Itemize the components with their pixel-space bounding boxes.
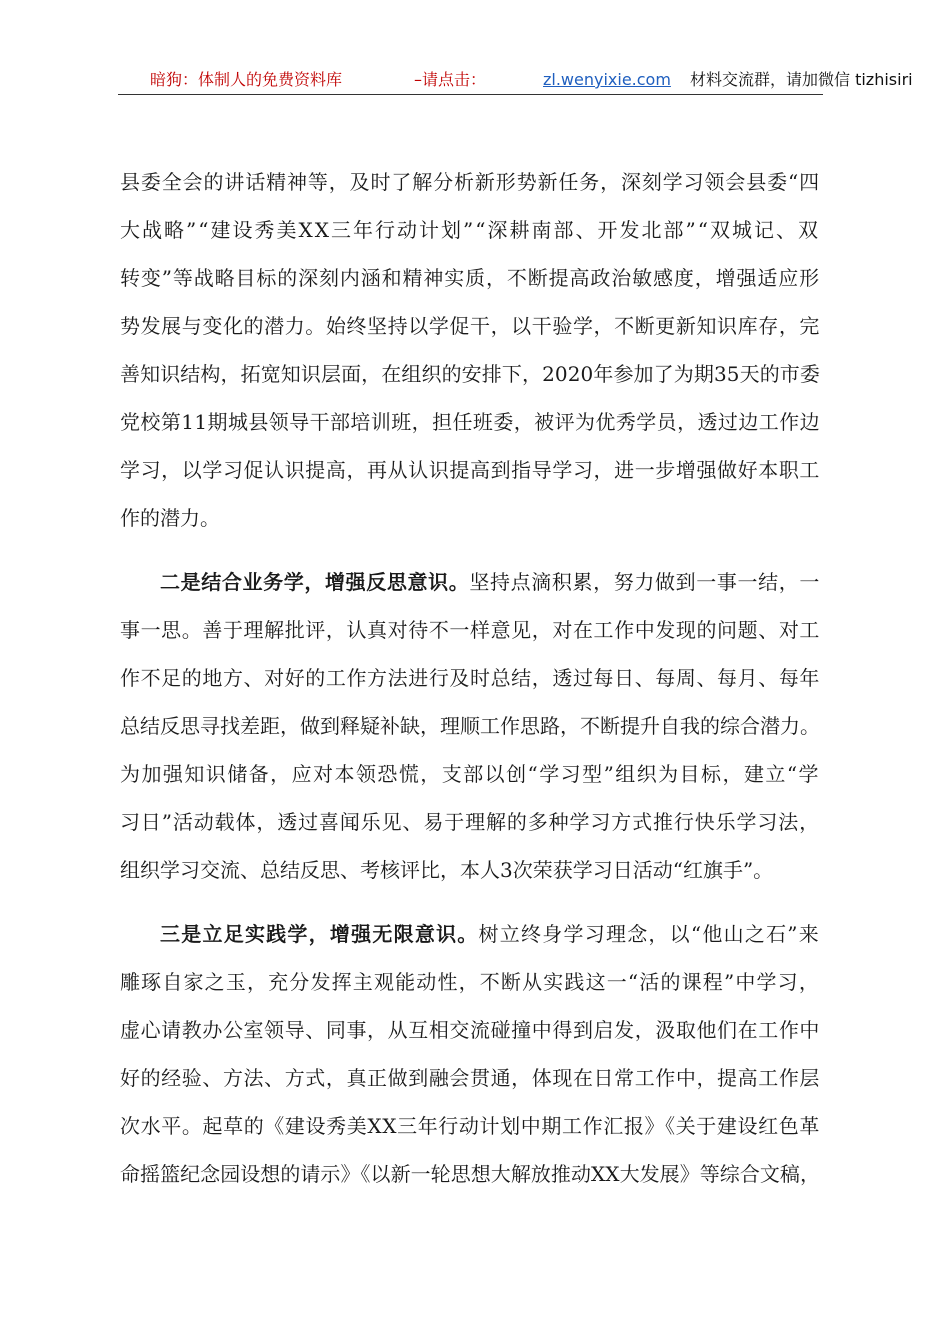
paragraph-first-line: [160, 567, 820, 597]
text-segment: 坚持点滴积累，努力做到一事一结，一: [469, 570, 820, 594]
text-line: 大战略”“建设秀美XX三年行动计划”“深耕南部、开发北部”“双城记、双: [120, 218, 820, 242]
text-line: 作不足的地方、对好的工作方法进行及时总结，透过每日、每周、每月、每年: [120, 666, 820, 690]
text-line: 雕琢自家之玉，充分发挥主观能动性，不断从实践这一“活的课程”中学习，: [120, 970, 820, 994]
text-line: 习日”活动载体，透过喜闻乐见、易于理解的多种学习方式推行快乐学习法，: [120, 810, 820, 834]
text-line: 事一思。善于理解批评，认真对待不一样意见，对在工作中发现的问题、对工: [120, 618, 820, 642]
header-brand: 暗狗：体制人的免费资料库: [150, 70, 343, 89]
text-line: 作的潜力。: [120, 506, 220, 530]
text-line: 组织学习交流、总结反思、考核评比，本人3次荣获学习日活动“红旗手”。: [120, 858, 774, 882]
text-line: 善知识结构，拓宽知识层面，在组织的安排下，2020年参加了为期35天的市委: [120, 362, 820, 386]
text-line: 为加强知识储备，应对本领恐慌，支部以创“学习型”组织为目标，建立“学: [120, 762, 820, 786]
text-line: 虚心请教办公室领导、同事，从互相交流碰撞中得到启发，汲取他们在工作中: [120, 1018, 820, 1042]
text-line: 势发展与变化的潜力。始终坚持以学促干，以干验学，不断更新知识库存，完: [120, 314, 820, 338]
paragraph-first-line: [160, 919, 820, 949]
section-heading: 三是立足实践学，增强无限意识。: [160, 922, 479, 946]
text-line: 党校第11期城县领导干部培训班，担任班委，被评为优秀学员，透过边工作边: [120, 410, 820, 434]
text-line: 转变”等战略目标的深刻内涵和精神实质，不断提高政治敏感度，增强适应形: [120, 266, 820, 290]
section-heading: 二是结合业务学，增强反思意识。: [160, 570, 470, 594]
text-segment: 树立终身学习理念，以“他山之石”来: [478, 922, 820, 946]
text-line: 县委全会的讲话精神等，及时了解分析新形势新任务，深刻学习领会县委“四: [120, 170, 820, 194]
text-line: 总结反思寻找差距，做到释疑补缺，理顺工作思路，不断提升自我的综合潜力。: [120, 714, 820, 738]
text-line: 好的经验、方法、方式，真正做到融会贯通，体现在日常工作中，提高工作层: [120, 1066, 820, 1090]
header-link[interactable]: zl.wenyixie.com: [543, 70, 671, 89]
text-line: 命摇篮纪念园设想的请示》《以新一轮思想大解放推动XX大发展》等综合文稿，: [120, 1162, 820, 1186]
header-click-prompt: –请点击：: [414, 70, 487, 89]
header-group-info: 材料交流群，请加微信 tizhisiri: [690, 70, 913, 89]
text-line: 学习，以学习促认识提高，再从认识提高到指导学习，进一步增强做好本职工: [120, 458, 820, 482]
text-line: 次水平。起草的《建设秀美XX三年行动计划中期工作汇报》《关于建设红色革: [120, 1114, 820, 1138]
